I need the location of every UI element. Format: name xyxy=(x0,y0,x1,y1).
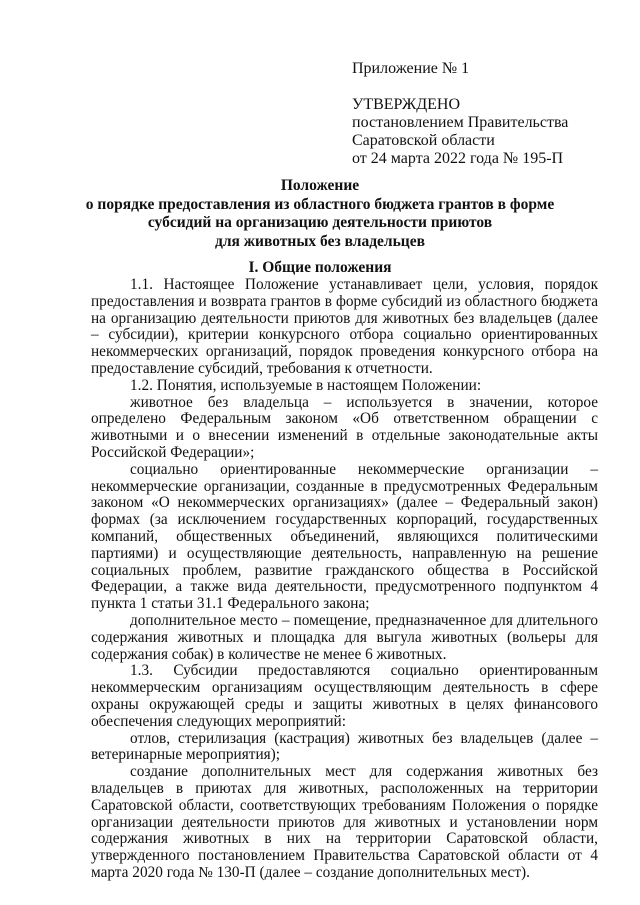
paragraph: 1.2. Понятия, используемые в настоящем Положении: xyxy=(130,376,482,394)
approval-line-2: Саратовской области xyxy=(352,132,495,149)
paragraph: 1.3. Субсидии предоставляются социально ориентированным некоммерческим организациям осуществляющим деятельность в сфере охраны окружающей среды и защиты животных в целях финансового обеспечения следующих мероприятий: xyxy=(91,662,598,730)
title-line-2: о порядке предоставления из областного бюджета грантов в форме xyxy=(85,195,555,213)
approval-line-3: от 24 марта 2022 года № 195-П xyxy=(352,150,564,167)
approval-line-1: постановлением Правительства xyxy=(352,114,569,131)
paragraph: социально ориентированные некоммерческие организации – некоммерческие организации, созданные в предусмотренных Федеральным законом «О некоммерческих организациях» (далее – Федеральный закон) формах (за исключением государственных корпораций, государственных компаний, общественных объединений, являющихся политическими партиями) и осуществляющие деятельность, направленную на решение социальных проблем, развитие гражданского общества в Российской Федерации, а также вида деятельности, предусмотренного подпунктом 4 пункта 1 статьи 31.1 Федерального закона; xyxy=(91,460,598,613)
paragraph: создание дополнительных мест для содержания животных без владельцев в приютах для животных, расположенных на территории Саратовской области, соответствующих требованиям Положения о порядке организации деятельности приютов для животных и установлении норм содержания животных в них на территории Саратовской области, утвержденного постановлением Правительства Саратовской области от 4 марта 2020 года № 130-П (далее – создание дополнительных мест). xyxy=(91,763,598,881)
paragraph: отлов, стерилизация (кастрация) животных без владельцев (далее – ветеринарные мероприятия); xyxy=(91,729,598,764)
paragraph: животное без владельца – используется в значении, которое определено Федеральным законом «Об ответственном обращении с животными и о внесении изменений в отдельные законодательные акты Российской Федерации»; xyxy=(91,393,598,461)
section-heading: I. Общие положения xyxy=(248,259,392,276)
title-line-1: Положение xyxy=(280,177,360,194)
approval-stamp: УТВЕРЖДЕНО xyxy=(352,96,461,113)
approval-block xyxy=(352,60,622,168)
section-body xyxy=(91,277,598,882)
document-title xyxy=(60,177,580,251)
title-line-3: субсидий на организацию деятельности приютов xyxy=(147,214,493,231)
appendix-number: Приложение № 1 xyxy=(352,60,470,77)
paragraph: дополнительное место – помещение, предназначенное для длительного содержания животных и площадка для выгула животных (вольеры для содержания собак) в количестве не менее 6 животных. xyxy=(91,611,598,663)
paragraph: 1.1. Настоящее Положение устанавливает цели, условия, порядок предоставления и возврата грантов в форме субсидий из областного бюджета на организацию деятельности приютов для животных без владельцев (далее – субсидии), критерии конкурсного отбора социально ориентированных некоммерческих организаций, порядок проведения конкурсного отбора на предоставление субсидий, требования к отчетности. xyxy=(91,276,598,377)
title-line-4: для животных без владельцев xyxy=(215,232,425,250)
